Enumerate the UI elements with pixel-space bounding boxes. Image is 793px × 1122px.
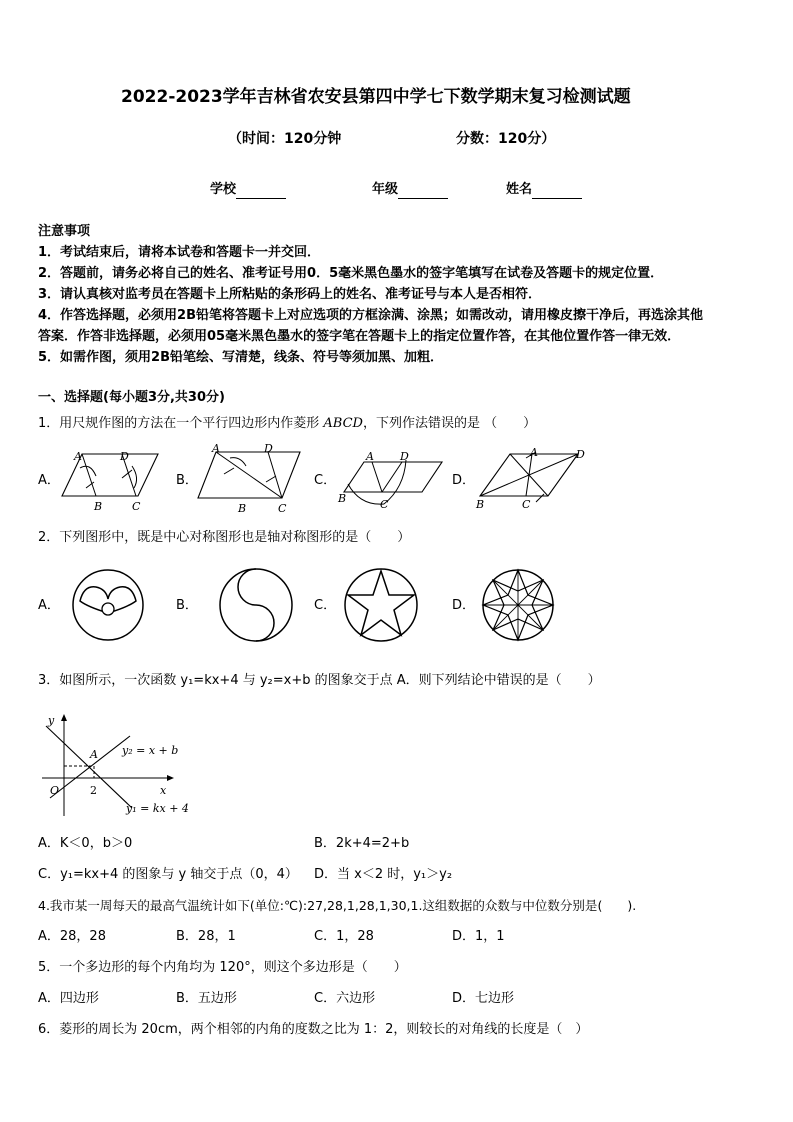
q1-figure-b <box>196 442 306 516</box>
q1d-label-d: D <box>576 448 585 461</box>
q2-figure-a-circle-hearts <box>70 567 150 647</box>
q3-axis-y-label: y <box>48 714 55 727</box>
q2-figure-d-flower <box>482 569 562 649</box>
notice-item: 5．如需作图，须用2B铅笔绘、写清楚，线条、符号等须加黑、加粗． <box>38 350 443 365</box>
q2-option-a-label: A． <box>38 598 60 613</box>
q1d-label-c: C <box>522 498 531 511</box>
q5-option-d: D．七边形 <box>452 991 515 1006</box>
q1b-label-d: D <box>264 442 273 455</box>
q4-option-d: D．1，1 <box>452 929 505 944</box>
q3-graph <box>40 712 210 822</box>
section-heading: 一、选择题(每小题3分,共30分) <box>38 390 225 405</box>
q1a-label-d: D <box>120 450 129 463</box>
notice-item: 4．作答选择题，必须用2B铅笔将答题卡上对应选项的方框涂满、涂黑；如需改动，请用橡皮擦干净后，再选涂其他 <box>38 308 704 323</box>
q1c-label-c: C <box>380 498 389 511</box>
notice-item: 3．请认真核对监考员在答题卡上所粘贴的条形码上的姓名、准考证号与本人是否相符． <box>38 287 542 302</box>
q2-figure-c-star <box>343 567 423 647</box>
q4-option-b: B．28，1 <box>176 929 236 944</box>
q4-option-a: A．28，28 <box>38 929 106 944</box>
q1a-label-b: B <box>94 500 103 513</box>
q1b-label-a: A <box>212 442 220 455</box>
question-6-stem: 6．菱形的周长为 20cm，两个相邻的内角的度数之比为 1：2，则较长的对角线的长度是（ ） <box>38 1022 589 1037</box>
name-field <box>506 181 582 199</box>
q1-figure-a <box>60 448 170 518</box>
q1-stem-post: ，下列作法错误的是 （ ） <box>362 416 537 431</box>
notice-item: 1．考试结束后，请将本试卷和答题卡一并交回． <box>38 245 321 260</box>
q3-point-a-label: A <box>90 748 98 761</box>
exam-time: （时间：120分钟 <box>228 131 342 147</box>
q1b-label-b: B <box>238 502 247 515</box>
q5-option-a: A．四边形 <box>38 991 99 1006</box>
q1-option-b-label: B． <box>176 473 198 488</box>
school-label: 学校 <box>210 182 237 197</box>
name-label: 姓名 <box>506 182 533 197</box>
q1b-label-c: C <box>278 502 287 515</box>
school-blank <box>236 185 286 199</box>
q3-option-b: B．2k+4=2+b <box>314 836 410 851</box>
q1a-label-c: C <box>132 500 141 513</box>
q3-origin-label: O <box>50 784 60 797</box>
question-3-stem: 3．如图所示，一次函数 y₁=kx+4 与 y₂=x+b 的图象交于点 A．则下列结论中错误的是（ ） <box>38 673 601 688</box>
q1-option-d-label: D． <box>452 473 476 488</box>
q1-option-c-label: C． <box>314 473 337 488</box>
question-2-stem: 2．下列图形中，既是中心对称图形也是轴对称图形的是（ ） <box>38 530 411 545</box>
q3-option-c: C．y₁=kx+4 的图象与 y 轴交于点（0，4） <box>38 867 298 882</box>
notice-item: 2．答题前，请务必将自己的姓名、准考证号用0．5毫米黑色墨水的签字笔填写在试卷及答题卡的规定位置． <box>38 266 664 281</box>
q4-option-c: C．1，28 <box>314 929 374 944</box>
notice-heading: 注意事项 <box>38 224 91 239</box>
q1c-label-a: A <box>366 450 374 463</box>
q1c-label-d: D <box>400 450 409 463</box>
q3-line-y2-label: y₂ = x + b <box>122 744 179 757</box>
exam-title: 2022-2023学年吉林省农安县第四中学七下数学期末复习检测试题 <box>121 87 631 107</box>
q3-axis-x-label: x <box>160 784 167 797</box>
q1-figure-d <box>474 446 594 516</box>
q2-option-b-label: B． <box>176 598 198 613</box>
exam-score: 分数：120分） <box>456 131 556 147</box>
q1a-label-a: A <box>74 450 82 463</box>
q2-option-c-label: C． <box>314 598 337 613</box>
q1d-label-b: B <box>476 498 485 511</box>
school-field <box>210 181 286 199</box>
q3-tick-2-label: 2 <box>90 784 97 797</box>
q1-stem-math: ABCD <box>323 416 363 431</box>
q5-option-c: C．六边形 <box>314 991 376 1006</box>
question-1-stem <box>38 415 536 433</box>
question-4-stem: 4.我市某一周每天的最高气温统计如下(单位:℃):27,28,1,28,1,30,1.这组数据的众数与中位数分别是( ). <box>38 898 637 913</box>
q3-option-a: A．K＜0，b＞0 <box>38 836 133 851</box>
notice-item: 答案．作答非选择题，必须用05毫米黑色墨水的签字笔在答题卡上的指定位置作答，在其他位置作答一律无效． <box>38 329 681 344</box>
q1d-label-a: A <box>530 446 538 459</box>
q1-option-a-label: A． <box>38 473 60 488</box>
q1c-label-b: B <box>338 492 347 505</box>
grade-label: 年级 <box>372 182 399 197</box>
grade-blank <box>398 185 448 199</box>
q2-option-d-label: D． <box>452 598 476 613</box>
q1-figure-c <box>334 448 444 518</box>
name-blank <box>532 185 582 199</box>
question-5-stem: 5．一个多边形的每个内角均为 120°，则这个多边形是（ ） <box>38 960 407 975</box>
q2-figure-b-yin-yang <box>218 567 298 647</box>
q3-option-d: D．当 x＜2 时，y₁＞y₂ <box>314 867 453 882</box>
q5-option-b: B．五边形 <box>176 991 237 1006</box>
q3-line-y1-label: y₁ = kx + 4 <box>126 802 189 815</box>
q1-stem-pre: 1．用尺规作图的方法在一个平行四边形内作菱形 <box>38 416 320 431</box>
grade-field <box>372 181 448 199</box>
